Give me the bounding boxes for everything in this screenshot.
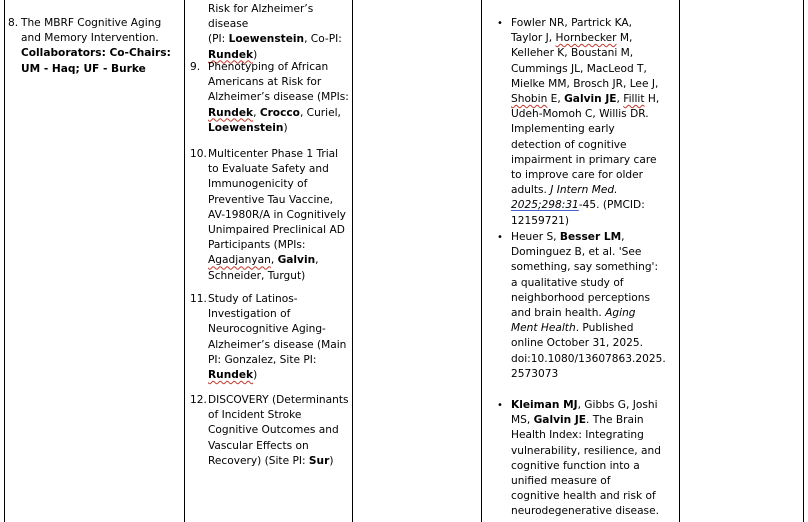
reference-1-pmcid: -45. (PMCID: 12159721) (511, 199, 645, 227)
reference-2-authors-b: , Dominguez B, et al. 'See something, say something': a qualitative study of neighborhood perceptions and brain health. (511, 231, 659, 320)
project-11-text: Study of Latinos-Investigation of Neurocognitive Aging-Alzheimer’s disease (Main PI: Gonzalez, Site PI: (208, 293, 347, 366)
reference-1-authors-e: H, Udeh-Momoh C, Willis DR. (511, 93, 660, 121)
table-border-col3 (352, 0, 353, 522)
project-continued-pi-label: (PI: (208, 33, 229, 46)
project-9-number: 9. (190, 61, 201, 73)
project-12-close: ) (329, 454, 334, 467)
reference-3-author-galvin: Galvin JE (533, 414, 587, 427)
project-continued-close: ) (253, 48, 258, 61)
reference-3-title: . The Brain Health Index: Integrating vulnerability, resilience, and cognitive function into a unified measure of cognitive health and risk of neurodegenerative disease. (511, 414, 661, 518)
reference-1-authors-d: , (616, 93, 624, 106)
project-continued-line1: Risk for Alzheimer’s disease (208, 3, 314, 31)
reference-2-details: . Published online October 31, 2025. doi:10.1080/13607863.2025. 2573073 (511, 322, 666, 380)
reference-1-authors-a: Fowler NR, Partrick KA, Taylor J, (511, 17, 632, 45)
table-border-left (4, 0, 5, 522)
project-11 (208, 292, 350, 383)
project-9-text: Phenotyping of African Americans at Risk for Alzheimer’s disease (MPIs: (208, 61, 349, 104)
reference-3 (511, 398, 661, 520)
project-11-number: 11. (190, 293, 207, 305)
project-continued-pi: Loewenstein (228, 33, 305, 46)
project-11-site-pi: Rundek (208, 369, 254, 382)
reference-2 (511, 230, 666, 382)
program-item-title: The MBRF Cognitive Aging and Memory Intervention. (21, 17, 162, 45)
project-9-mpi-4: Loewenstein (208, 121, 284, 134)
project-continued (208, 2, 350, 63)
project-9 (208, 60, 350, 136)
project-10-text: Multicenter Phase 1 Trial to Evaluate Safety and Immunogenicity of Preventive Tau Vaccine, AV-1980R/A in Cognitively Unimpaired Preclinical AD Participants (MPIs: (208, 148, 346, 252)
project-continued-copi-label: , Co-PI: (304, 33, 342, 46)
reference-1-citation-link[interactable]: 2025;298:31 (511, 199, 579, 212)
table-border-right (803, 0, 804, 522)
table-border-col4 (481, 0, 482, 522)
reference-3-authors-a: , Gibbs G, Joshi MS, (511, 399, 658, 427)
project-11-close: ) (253, 369, 258, 382)
project-continued-copi: Rundek (208, 48, 254, 61)
reference-1-authors-c: E, (547, 93, 565, 106)
reference-3-bullet: • (497, 400, 503, 411)
table-border-col5 (679, 0, 680, 522)
reference-1-author-hornbecker: Hornbecker (555, 32, 617, 45)
project-9-sep: , (253, 106, 260, 119)
reference-1-journal: J Intern Med. (546, 184, 618, 197)
reference-1-author-fillit: Fillit (623, 93, 645, 106)
reference-2-authors-a: Heuer S, (511, 231, 560, 243)
reference-2-bullet: • (497, 232, 503, 243)
project-10-mpi-rest: , Schneider, Turgut) (208, 254, 319, 282)
project-9-close: ) (283, 121, 288, 134)
project-9-mpi-1: Rundek (208, 106, 254, 119)
project-10-mpi-1: Agadjanyan (208, 254, 271, 267)
reference-1-bullet: • (497, 18, 503, 29)
reference-1 (511, 16, 661, 229)
program-item-collaborators: Collaborators: Co-Chairs: UM - Haq; UF - Burke (21, 47, 171, 75)
project-12-text: DISCOVERY (Determinants of Incident Stroke Cognitive Outcomes and Vascular Effects on Recovery) (Site PI: (208, 394, 349, 467)
table-border-col2 (184, 0, 185, 522)
project-12-site-pi: Sur (308, 454, 330, 467)
project-10-sep: , (270, 254, 278, 267)
reference-1-author-shobin: Shobin (511, 93, 548, 106)
project-10 (208, 147, 350, 284)
reference-1-author-galvin: Galvin JE (564, 93, 617, 106)
project-12 (208, 393, 350, 469)
program-item-8 (8, 16, 180, 77)
project-10-mpi-2: Galvin (277, 254, 316, 267)
project-9-mpi-3: , Curiel, (299, 106, 341, 119)
reference-2-author-besser: Besser LM (559, 231, 622, 243)
reference-1-title: Implementing early detection of cognitive impairment in primary care to improve care for older adults. (511, 123, 657, 197)
project-9-mpi-2: Crocco (259, 106, 300, 119)
project-12-number: 12. (190, 394, 207, 406)
reference-3-author-kleiman: Kleiman MJ (511, 399, 578, 411)
reference-2-journal: Aging Ment Health (511, 307, 636, 335)
program-item-number: 8. (8, 17, 19, 29)
project-10-number: 10. (190, 148, 207, 160)
reference-1-authors-b: M, Kelleher K, Boustani M, Cummings JL, MacLeod T, Mielke MM, Brosch JR, Lee J, (511, 32, 659, 90)
